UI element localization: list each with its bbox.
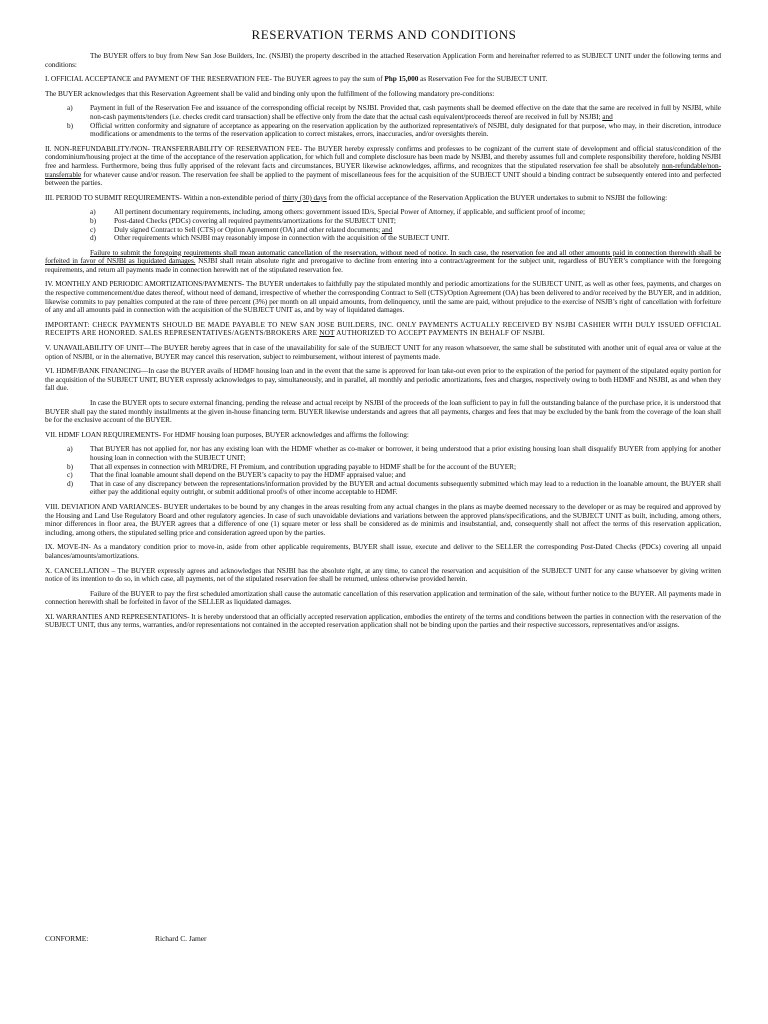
section-3-paragraph bbox=[45, 194, 721, 203]
list-item bbox=[45, 122, 721, 139]
section-3-text-a: III. PERIOD TO SUBMIT REQUIREMENTS- Within a non-extendible period of bbox=[45, 192, 283, 202]
list-item-text-main: Official written conformity and signature of acceptance as appearing on the reservation application by the authorized representative/s of NSJBI, duly designated for that purpose, who may, in their discretion, introduce modifications or amendments to the terms of the reservation application to correct mistakes, errors, inaccuracies, and/or oversights therein. bbox=[90, 120, 721, 139]
list-item-text-main: That the final loanable amount shall depend on the BUYER’s capacity to pay the HDMF appraised value; and bbox=[90, 470, 406, 480]
important-notice bbox=[45, 321, 721, 338]
section-3-underlined-text: thirty (30) days bbox=[282, 192, 327, 202]
section-3-requirements-list bbox=[45, 208, 721, 242]
list-item-marker: d) bbox=[67, 478, 73, 488]
list-item-marker: b) bbox=[90, 215, 96, 225]
section-7-paragraph: VII. HDMF LOAN REQUIREMENTS- For HDMF housing loan purposes, BUYER acknowledges and affirms the following: bbox=[45, 429, 409, 439]
section-8-paragraph: VIII. DEVIATION AND VARIANCES- BUYER undertakes to be bound by any changes in the areas resulting from any actual changes in the plans as maybe deemed necessary to the developer or as may be required and approved by the Housing and Land Use Regulatory Board and other regulatory agencies. In case of such unavoidable deviations and variations between the approved plans/specifications, and the SUBJECT UNIT as built, including, among others, minor differences in floor area, the BUYER agrees that a difference of one (1) square meter or less shall be considered as de minimis and insubstantial, and, consequently shall not affect the terms of this reservation application, including, among others, the stipulated selling price and consideration agreed upon by the parties. bbox=[45, 501, 721, 537]
section-3-text-b: from the official acceptance of the Reservation Application the BUYER undertakes to submit to NSJBI the following: bbox=[326, 192, 668, 202]
list-item bbox=[45, 234, 721, 243]
list-item bbox=[45, 445, 721, 462]
section-2-text-a: II. NON-REFUNDABILITY/NON- TRANSFERRABILITY OF RESERVATION FEE- The BUYER hereby expressly confirms and professes to be cognizant of the current state of development and official status/condition of the condominium/housing project at the time of the acceptance of the reservation application, for which full and complete disclosure has been made by NSJBI, and thereby assumes full and complete responsibility therefore, holding NSJBI free and harmless. Furthermore, being thus fully apprised of the relevant facts and circumstances, BUYER likewise acknowledges, affirms, and recognizes that the stipulated reservation fee shall be absolutely bbox=[45, 143, 721, 170]
section-1-text-a: I. OFFICIAL ACCEPTANCE and PAYMENT OF THE RESERVATION FEE- The BUYER agrees to pay the sum of bbox=[45, 74, 385, 84]
conforme-row bbox=[45, 935, 206, 944]
section-9-paragraph: IX. MOVE-IN- As a mandatory condition prior to move-in, aside from other applicable requirements, BUYER shall issue, execute and deliver to the SELLER the corresponding Post-Dated Checks (PDCs) covering all unpaid balances/amounts/amortizations. bbox=[45, 542, 721, 560]
list-item-text-main: Duly signed Contract to Sell (CTS) or Option Agreement (OA) and other related documents; bbox=[114, 224, 382, 234]
important-notice-text-a: IMPORTANT: CHECK PAYMENTS SHOULD BE MADE PAYABLE TO NEW SAN JOSE BUILDERS, INC. ONLY PAYMENTS ACTUALLY RECEIVED BY NSJBI CASHIER WITH DULY ISSUED OFFICIAL RECEIPTS ARE HONORED. SALES REPRESENTATIVES/AGENTS/BROKERS ARE bbox=[45, 319, 721, 338]
list-item-marker: b) bbox=[67, 461, 73, 471]
list-item-text bbox=[90, 445, 721, 462]
list-item bbox=[45, 480, 721, 497]
list-item-text bbox=[90, 104, 721, 121]
list-item-text-main: That in case of any discrepancy between the representations/information provided by the BUYER and actual documents subsequently submitted which may lead to a reduction in the loanable amount, the BUYER shall either pay the additional equity outright, or submit additional proof/s of other income acceptable to HDMF. bbox=[90, 478, 721, 497]
section-1-text-b: as Reservation Fee for the SUBJECT UNIT. bbox=[418, 74, 548, 84]
list-item-text-main: That BUYER has not applied for, nor has any existing loan with the HDMF whether as co-maker or borrower, it being understood that a prior existing housing loan shall disqualify BUYER from applying for another housing loan in connection with the SUBJECT UNIT; bbox=[90, 444, 721, 462]
list-item-text-underlined: and bbox=[602, 111, 613, 121]
section-11-paragraph: XI. WARRANTIES AND REPRESENTATIONS- It is hereby understood that an officially accepted reservation application, embodies the entirety of the terms and conditions between the parties in connection with the reservation of the SUBJECT UNIT, thus any terms, warranties, and/or representations not contained in the accepted reservation application shall not be binding upon the parties and their respective successors, representatives and/or assigns. bbox=[45, 611, 721, 630]
section-10-paragraph: X. CANCELLATION – The BUYER expressly agrees and acknowledges that NSJBI has the absolute right, at any time, to cancel the reservation and acquisition of the SUBJECT UNIT for any cause whatsoever by giving written notice of its intention to do so, in which case, all payments, net of the stipulated reservation fee shall be returned, unless otherwise provided herein. bbox=[45, 565, 721, 584]
section-2-paragraph bbox=[45, 145, 721, 188]
intro-paragraph: The BUYER offers to buy from New San Jose Builders, Inc. (NSJBI) the property described in the attached Reservation Application Form and hereinafter referred to as SUBJECT UNIT under the following terms and conditions: bbox=[45, 51, 721, 69]
important-notice-text-b: AUTHORIZED TO ACCEPT PAYMENTS IN BEHALF OF NSJBI. bbox=[334, 328, 545, 338]
section-10-failure-paragraph: Failure of the BUYER to pay the first scheduled amortization shall cause the automatic cancellation of this reservation application and termination of the sale, without further notice to the BUYER. All payments made in connection herewith shall be forfeited in favor of the SELLER as liquidated damages. bbox=[45, 588, 721, 607]
important-notice-underlined: NOT bbox=[319, 328, 335, 338]
list-item-text bbox=[114, 234, 721, 243]
list-item-text-main: All pertinent documentary requirements, including, among others: government issued ID/s, Special Power of Attorney, if applicable, and sufficient proof of income; bbox=[114, 207, 585, 217]
section-2-text-b: for whatever cause and/or reason. The reservation fee shall be applied to the payment of miscellaneous fees for the acquisition of the SUBJECT UNIT should a binding contract be subsequently entered into and perfected between the parties. bbox=[45, 169, 721, 188]
section-7-requirements-list bbox=[45, 445, 721, 497]
section-3-failure-text: NSJBI shall retain absolute right and prerogative to decline from entering into a contract/agreement for the subject unit, regardless of BUYER’s compliance with the foregoing requirements, and return all payments made in connection herewith net of the stipulated reservation fee. bbox=[45, 256, 721, 274]
list-item-marker: b) bbox=[67, 120, 73, 130]
section-4-paragraph: IV. MONTHLY AND PERIODIC AMORTIZATIONS/PAYMENTS- The BUYER undertakes to faithfully pay the stipulated monthly and periodic amortizations for the SUBJECT UNIT, as well as other fees, payments, and charges on the respective commencement/due dates thereof, without need of demand, irrespective of whether the corresponding Contract to Sell (CTS)/Option Agreement (OA) has been delivered to and/or received by the BUYER, and in addition, likewise commits to pay penalties computed at the rate of three percent (3%) per month on all unpaid amounts, from delinquency, until the same are paid, without prejudice to the exercise of NSJB’s right of cancellation with forfeiture of any and all amounts paid in connection with the acquisition of the SUBJECT UNIT as, and by way of liquidated damages. bbox=[45, 279, 721, 315]
section-6-external-financing-paragraph: In case the BUYER opts to secure external financing, pending the release and actual receipt by NSJBI of the proceeds of the loan sufficient to pay in full the outstanding balance of the purchase price, it is understood that BUYER shall pay the stated monthly installments at the given in-house financing term. BUYER likewise understands and agrees that all payments, charges and fees that may be excluded by the bank from the coverage of the loan shall be for the exclusive account of the BUYER. bbox=[45, 398, 721, 425]
list-item-text-main: Post-dated Checks (PDCs) covering all required payments/amortizations for the SUBJECT UNIT; bbox=[114, 215, 396, 225]
conforme-label: CONFORME: bbox=[45, 934, 89, 943]
document-body bbox=[45, 52, 721, 636]
section-2-underlined-text: non-refundable/non-transferrable bbox=[45, 160, 721, 179]
document-title: RESERVATION TERMS AND CONDITIONS bbox=[251, 27, 517, 42]
list-item bbox=[45, 104, 721, 121]
list-item-marker: a) bbox=[67, 444, 73, 454]
list-item-marker: c) bbox=[90, 224, 96, 234]
list-item-marker: c) bbox=[67, 470, 73, 480]
list-item-text-main: That all expenses in connection with MRI/DRE, FI Premium, and contribution upgrading payable to HDMF shall be for the account of the BUYER; bbox=[90, 461, 516, 471]
section-1-acknowledgement: The BUYER acknowledges that this Reservation Agreement shall be valid and binding only upon the fulfillment of the following mandatory pre-conditions: bbox=[45, 88, 495, 98]
list-item-text bbox=[90, 480, 721, 497]
list-item-marker: a) bbox=[90, 207, 96, 217]
list-item-marker: d) bbox=[90, 233, 96, 243]
reservation-fee-amount: Php 15,000 bbox=[384, 74, 419, 84]
section-6-paragraph: VI. HDMF/BANK FINANCING—In case the BUYER avails of HDMF housing loan and in the event that the same is approved for loan take-out even prior to the expiration of the period for payment of the stipulated equity portion for the acquisition of the SUBJECT UNIT, BUYER expressly acknowledges to pay, simultaneously, and in parallel, all monthly and periodic amortizations, fees and charges, respectively owing to both HDMF and NSJBI, as and when they fall due. bbox=[45, 366, 721, 393]
conforme-name: Richard C. Jamer bbox=[155, 934, 207, 943]
list-item-text bbox=[90, 122, 721, 139]
section-3-failure-underlined: Failure to submit the foregoing requirements shall mean automatic cancellation of the reservation, without need of notice. In such case, the reservation fee and all other amounts paid in connection therewith shall be forfeited in favor of NSJBI as liquidated damages. bbox=[45, 247, 721, 266]
list-item-text-main: Payment in full of the Reservation Fee and issuance of the corresponding official receipt by NSJBI. Provided that, cash payments shall be deemed effective on the date that the same are received in full by NSJBI, while non-cash payments/tenders (i.e. checks credit card transaction) shall be effective only from the date that the actual cash equivalent/proceeds thereof are received in full by NSJBI; bbox=[90, 103, 721, 121]
section-3-failure-paragraph bbox=[45, 249, 721, 275]
list-item-text-underlined: and bbox=[381, 224, 393, 234]
list-item-marker: a) bbox=[67, 103, 73, 113]
section-1-paragraph bbox=[45, 75, 721, 84]
list-item-text-main: Other requirements which NSJBI may reasonably impose in connection with the acquisition of the SUBJECT UNIT. bbox=[114, 233, 450, 243]
section-1-conditions-list bbox=[45, 104, 721, 138]
section-5-paragraph: V. UNAVAILABILITY OF UNIT—The BUYER hereby agrees that in case of the unavailability for sale of the SUBJECT UNIT for any reason whatsoever, the same shall be substituted with another unit of equal area or value at the option of NSJBI, or in the alternative, BUYER may cancel this reservation, subject to reimbursement, without interest of payments made. bbox=[45, 343, 721, 361]
